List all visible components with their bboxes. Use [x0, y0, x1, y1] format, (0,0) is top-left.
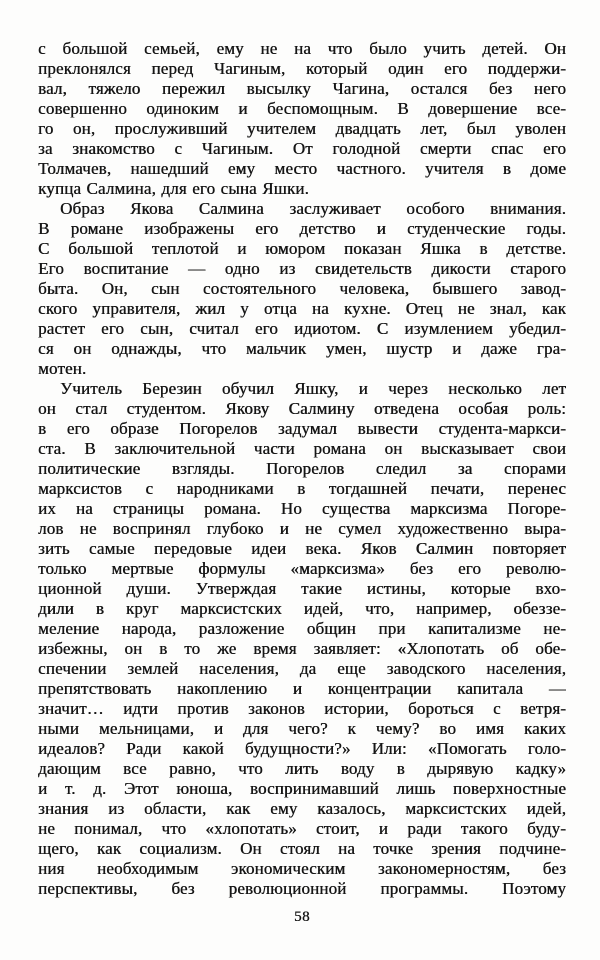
text-line: меление народа, разложение общин при капитализме не-: [38, 619, 566, 638]
text-line: значит… идти против законов истории, бороться с ветря-: [38, 699, 566, 718]
text-line: не понимал, что «хлопотать» стоит, и ради такого буду-: [38, 819, 566, 838]
text-line: зить самые передовые идеи века. Яков Салмин повторяет: [38, 539, 566, 558]
body-text: [38, 39, 566, 899]
text-line: ными мельницами, и для чего? к чему? во имя каких: [38, 719, 566, 738]
text-line: лов не воспринял глубоко и не сумел художественно выра-: [38, 519, 566, 538]
text-line: ского управителя, жил у отца на кухне. Отец не знал, как: [38, 299, 566, 318]
text-line: политические взгляды. Погорелов следил за спорами: [38, 459, 566, 478]
text-line: Образ Якова Салмина заслуживает особого внимания.: [60, 199, 566, 218]
text-line: растет его сын, считал его идиотом. С изумлением убедил-: [38, 319, 566, 338]
text-line: ста. В заключительной части романа он высказывает свои: [38, 439, 566, 458]
text-line: он стал студентом. Якову Салмину отведена особая роль:: [38, 399, 566, 418]
text-line: марксистов с народниками в тогдашней печати, перенес: [38, 479, 566, 498]
text-line: щего, как социализм. Он стоял на точке зрения подчине-: [38, 839, 566, 858]
text-line: совершенно одиноким и беспомощным. В довершение все-: [38, 99, 566, 118]
text-line: го он, прослуживший учителем двадцать лет, был уволен: [38, 119, 566, 138]
text-line: с большой семьей, ему не на что было учить детей. Он: [38, 39, 566, 58]
text-line: мотен.: [38, 359, 87, 378]
text-line: перспективы, без революционной программы. Поэтому: [38, 879, 566, 898]
text-line: Учитель Березин обучил Яшку, и через несколько лет: [60, 379, 566, 398]
text-line: преклонялся перед Чагиным, который один его поддержи-: [38, 59, 566, 78]
text-line: Толмачев, нашедший ему место частного. учителя в доме: [38, 159, 566, 178]
text-line: избежны, он в то же время заявляет: «Хлопотать об обе-: [38, 639, 566, 658]
text-line: ся он однажды, что мальчик умен, шустр и даже гра-: [38, 339, 566, 358]
text-line: спечении землей населения, да еще заводского населения,: [38, 659, 566, 678]
text-line: вал, тяжело пережил высылку Чагина, остался без него: [38, 79, 566, 98]
text-line: препятствовать накоплению и концентрации капитала —: [38, 679, 566, 698]
text-line: дили в круг марксистских идей, что, например, обеззе-: [38, 599, 566, 618]
text-line: С большой теплотой и юмором показан Яшка в детстве.: [38, 239, 566, 258]
text-line: только мертвые формулы «марксизма» без его револю-: [38, 559, 566, 578]
text-line: В романе изображены его детство и студенческие годы.: [38, 219, 566, 238]
text-line: Его воспитание — одно из свидетельств дикости старого: [38, 259, 566, 278]
text-line: дающим все равно, что лить воду в дырявую кадку»: [38, 759, 566, 778]
page-number: 58: [294, 909, 310, 925]
text-line: знания из области, как ему казалось, марксистских идей,: [38, 799, 566, 818]
text-line: их на страницы романа. Но существа марксизма Погоре-: [38, 499, 566, 518]
text-line: быта. Он, сын состоятельного человека, бывшего завод-: [38, 279, 566, 298]
text-line: за знакомство с Чагиным. От голодной смерти спас его: [38, 139, 566, 158]
text-line: купца Салмина, для его сына Яшки.: [38, 179, 309, 198]
text-line: и т. д. Этот юноша, воспринимавший лишь поверхностные: [38, 779, 566, 798]
text-line: ционной души. Утверждая такие истины, которые вхо-: [38, 579, 566, 598]
text-line: ния необходимым экономическим закономерностям, без: [38, 859, 566, 878]
text-line: в его образе Погорелов задумал вывести студента-маркси-: [38, 419, 566, 438]
text-line: идеалов? Ради какой будущности?» Или: «Помогать голо-: [38, 739, 566, 758]
